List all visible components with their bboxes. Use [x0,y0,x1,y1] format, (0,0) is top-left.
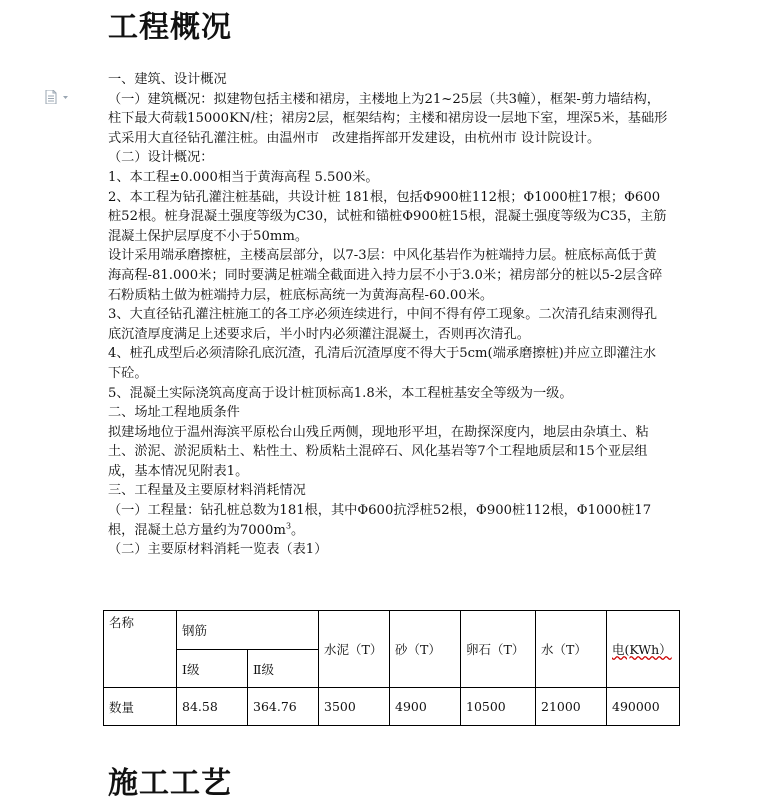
document-icon[interactable] [44,90,72,104]
row-label-quantity: 数量 [104,688,177,726]
cell-pebble: 10500 [461,688,536,726]
header-rebar: 钢筋 [177,611,319,650]
header-sand: 砂（T） [390,611,461,688]
cell-grade-2: 364.76 [248,688,319,726]
quantity-text: （一）工程量：钻孔桩总数为181根，其中Φ600抗浮桩52根，Φ900桩112根，Φ1000桩17根，混凝土总方量约为7000m [108,503,652,538]
cell-electric: 490000 [607,688,680,726]
paragraph-item-2: 2、本工程为钻孔灌注桩基础，共设计桩 181根，包括Φ900桩112根；Φ1000桩17根；Φ600桩52根。桩身混凝土强度等级为C30，试桩和锚桩Φ900桩15根，混凝土强度等级为C35，主筋混凝土保护层厚度不小于50mm。 [108,189,667,244]
quantity-tail: 。 [291,522,305,538]
paragraph-design-bearing: 设计采用端承磨擦桩，主楼高层部分，以7-3层：中风化基岩作为桩端持力层。桩底标高低于黄海高程-81.000米；同时要满足桩端全截面进入持力层不小于3.0米；裙房部分的桩以5-2层含碎石粉质粘土做为桩端持力层，桩底标高统一为黄海高程-60.00米。 [108,248,663,303]
cell-cement: 3500 [319,688,390,726]
header-electric-text: 电(KWh） [612,642,672,657]
paragraph-quantity [108,501,668,540]
section-2-title: 二、场址工程地质条件 [108,405,240,421]
paragraph-building-overview: （一）建筑概况：拟建物包括主楼和裙房，主楼地上为21~25层（共3幢），框架-剪力墙结构，柱下最大荷载15000KN/柱；裙房2层，框架结构；主楼和裙房设一层地下室，埋深5米，基础形式采用大直径钻孔灌注桩。由温州市 改建指挥部开发建设，由杭州市 设计院设计。 [108,91,668,146]
heading-construction-process: 施工工艺 [108,766,232,801]
header-name: 名称 [104,611,177,688]
subsection-design-title: （二）设计概况： [108,150,214,166]
header-grade-2: Ⅱ级 [248,650,319,688]
cell-grade-1: 84.58 [177,688,248,726]
table-row [104,688,680,726]
paragraph-item-5: 5、混凝土实际浇筑高度高于设计桩顶标高1.8米，本工程桩基安全等级为一级。 [108,385,573,401]
header-electric [607,611,680,688]
heading-project-overview: 工程概况 [108,10,232,45]
paragraph-item-3: 3、大直径钻孔灌注桩施工的各工序必须连续进行，中间不得有停工现象。二次清孔结束测得孔底沉渣厚度满足上述要求后，半小时内必须灌注混凝土，否则再次清孔。 [108,307,658,342]
header-grade-1: Ⅰ级 [177,650,248,688]
section-3-title: 三、工程量及主要原材料消耗情况 [108,483,306,499]
section-1-title: 一、建筑、设计概况 [108,72,227,87]
cell-sand: 4900 [390,688,461,726]
document-body [108,70,668,560]
materials-table [103,610,680,726]
table-caption: （二）主要原材料消耗一览表（表1） [108,542,328,558]
header-water: 水（T） [536,611,607,688]
cubic-superscript: 3 [285,521,292,531]
header-pebble: 卵石（T） [461,611,536,688]
paragraph-geology: 拟建场地位于温州海滨平原松台山残丘两侧，现地形平坦，在勘探深度内，地层由杂填土、粘土、淤泥、淤泥质粘土、粘性土、粉质粘土混碎石、风化基岩等7个工程地质层和15个亚层组成，基本情况见附表1。 [108,424,649,479]
header-cement: 水泥（T） [319,611,390,688]
paragraph-item-4: 4、桩孔成型后必须清除孔底沉渣，孔清后沉渣厚度不得大于5cm(端承磨擦桩)并应立即灌注水下砼。 [108,346,657,381]
cell-water: 21000 [536,688,607,726]
paragraph-item-1: 1、本工程±0.000相当于黄海高程 5.500米。 [108,169,379,185]
